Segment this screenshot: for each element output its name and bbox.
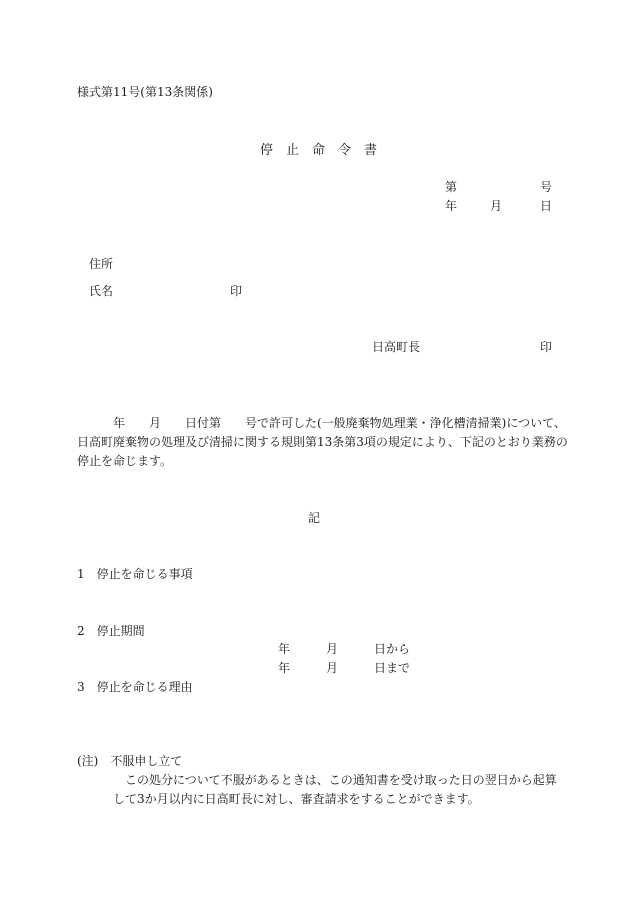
body-line-1: 年 月 日付第 号で許可した(一般廃棄物処理業・浄化槽清掃業)について、 xyxy=(113,416,566,430)
note-line-1: この処分について不服があるときは、この通知書を受け取った日の翌日から起算 xyxy=(125,773,557,787)
recipient-name-label: 氏名 xyxy=(89,284,114,298)
date-month-label: 月 xyxy=(490,199,503,213)
issuer-title: 日高町長 xyxy=(372,340,421,354)
document-title: 停 止 命 令 書 xyxy=(260,143,378,158)
item-1-heading: 1 停止を命じる事項 xyxy=(77,567,193,581)
note-line-2: して3か月以内に日高町長に対し、審査請求をすることができます。 xyxy=(113,792,480,806)
recipient-seal-mark: 印 xyxy=(230,284,243,298)
date-year-label: 年 xyxy=(445,199,458,213)
document-number-dai: 第 xyxy=(445,180,458,194)
date-day-label: 日 xyxy=(540,199,553,213)
form-number-label: 様式第11号(第13条関係) xyxy=(77,85,213,99)
body-line-2: 日高町廃棄物の処理及び清掃に関する規則第13条第3項の規定により、下記のとおり業務の xyxy=(77,435,568,449)
document-number-go: 号 xyxy=(540,180,553,194)
period-to-line: 年 月 日まで xyxy=(278,661,411,675)
item-2-heading: 2 停止期間 xyxy=(77,624,145,638)
period-from-line: 年 月 日から xyxy=(278,642,411,656)
recipient-address-label: 住所 xyxy=(89,257,114,271)
issuer-seal-mark: 印 xyxy=(540,340,553,354)
note-heading: (注) 不服申し立て xyxy=(77,754,183,768)
ki-heading: 記 xyxy=(308,511,321,525)
item-3-heading: 3 停止を命じる理由 xyxy=(77,680,193,694)
body-line-3: 停止を命じます。 xyxy=(77,454,173,468)
